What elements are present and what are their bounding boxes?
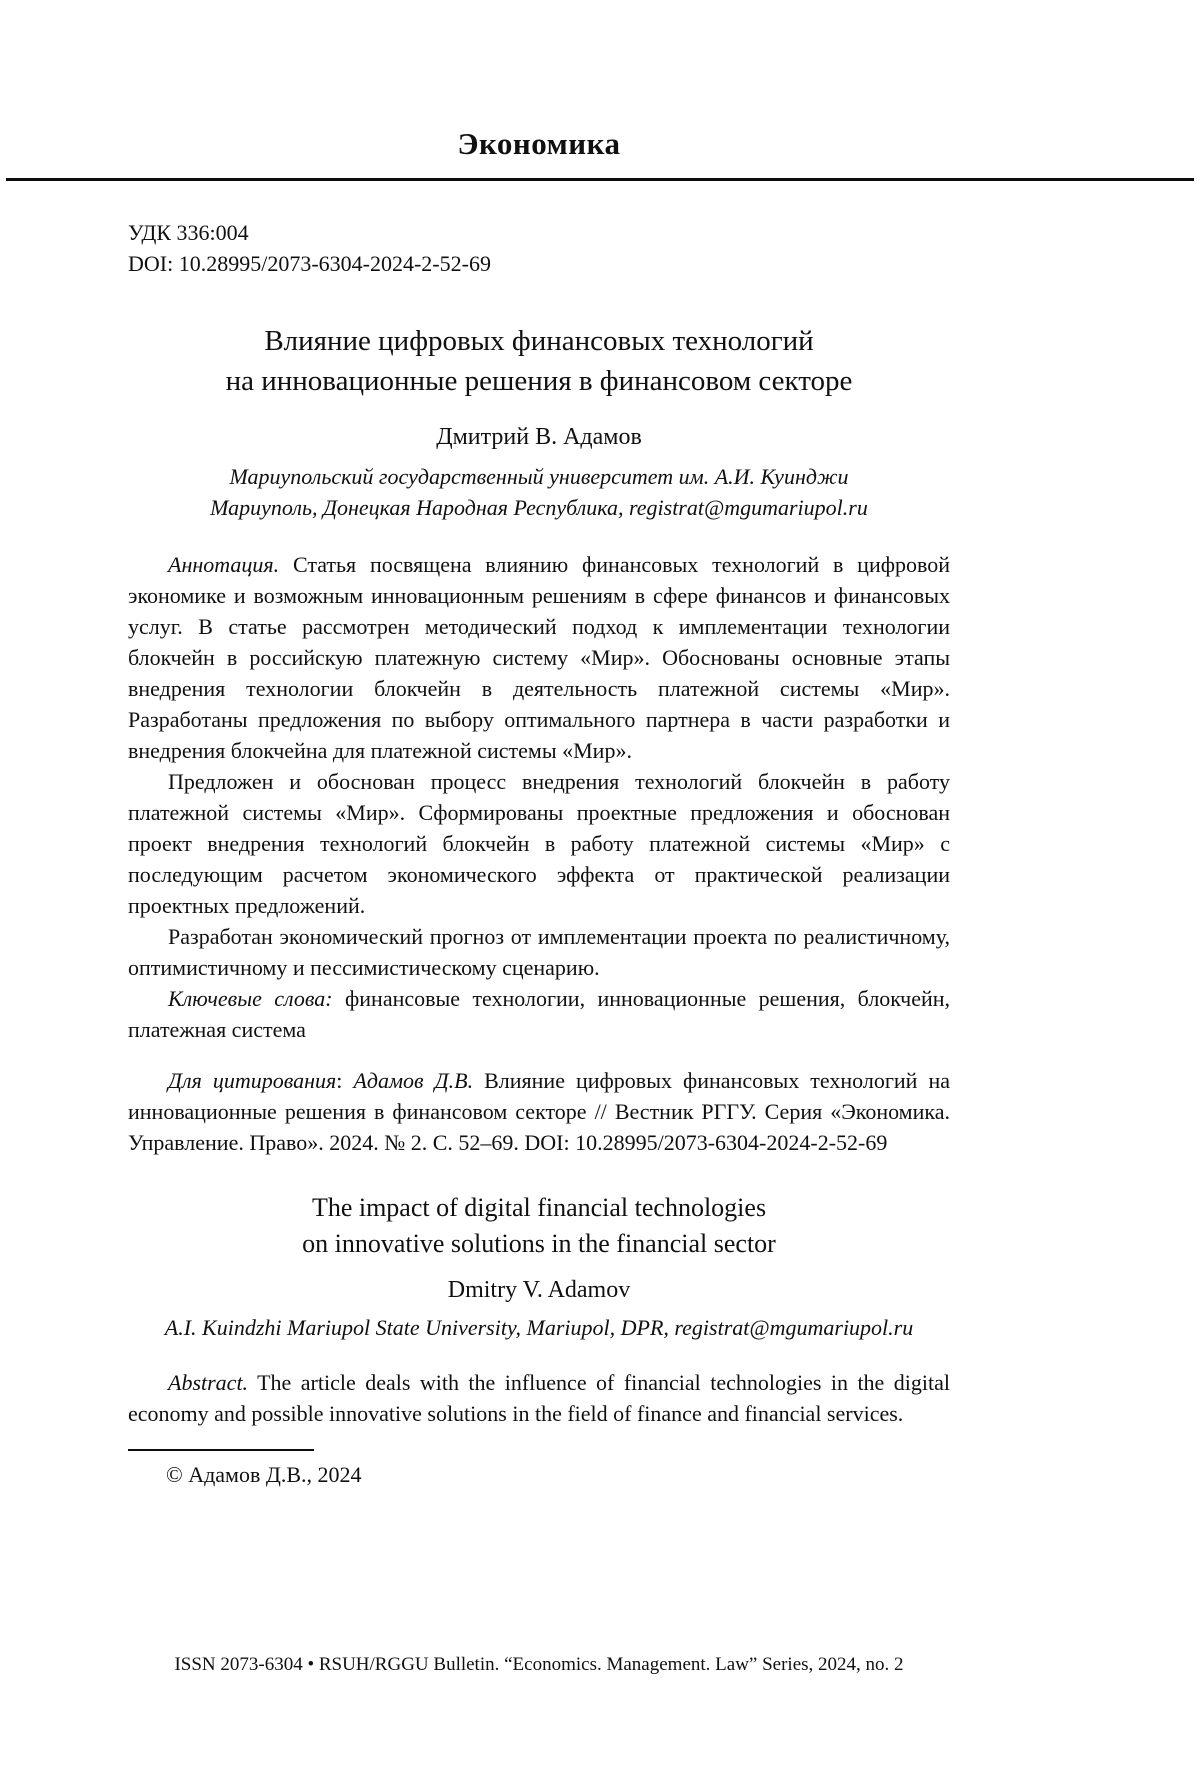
article-title-en <box>128 1190 950 1262</box>
journal-footer: ISSN 2073-6304 • RSUH/RGGU Bulletin. “Economics. Management. Law” Series, 2024, no. 2 <box>174 1654 904 1675</box>
citation-separator: : <box>336 1067 354 1093</box>
article-title-ru-line1: Влияние цифровых финансовых технологий <box>264 324 814 357</box>
abstract-ru-paragraph-2: Предложен и обоснован процесс внедрения технологий блокчейн в работу платежной системы «Мир». Сформированы проектные предложения и обоснован проект внедрения технологий блокчейн в работу платежной системы «Мир» с последующим расчетом экономического эффекта от практической реализации проектных предложений. <box>128 768 950 918</box>
article-first-page <box>128 217 950 1490</box>
abstract-ru-label: Аннотация. <box>168 551 280 577</box>
udc-number: УДК 336:004 <box>128 219 249 245</box>
article-title-en-line1: The impact of digital financial technologies <box>311 1192 767 1222</box>
author-name-en: Dmitry V. Adamov <box>447 1276 631 1303</box>
article-title-ru-line2: на инновационные решения в финансовом секторе <box>225 364 853 397</box>
running-head <box>128 126 950 162</box>
abstract-ru <box>128 549 950 1045</box>
article-meta <box>128 217 950 279</box>
citation <box>128 1065 950 1158</box>
abstract-ru-paragraph-1 <box>128 549 950 766</box>
citation-text: Влияние цифровых финансовых технологий на инновационные решения в финансовом секторе // Вестник РГГУ. Серия «Экономика. Управление. Право». 2024. № 2. С. 52–69. DOI: 10.28995/2073-6304-2024-2-52-69 <box>128 1067 951 1155</box>
abstract-ru-text-1: Статья посвящена влиянию финансовых технологий в цифровой экономике и возможным инновационным решениям в сфере финансов и финансовых услуг. В статье рассмотрен методический подход к имплементации технологии блокчейн в российскую платежную систему «Мир». Обоснованы основные этапы внедрения технологии блокчейн в деятельность платежной системы «Мир». Разработаны предложения по выбору оптимального партнера в части разработки и внедрения блокчейна для платежной системы «Мир». <box>128 551 950 763</box>
affiliation-ru-line1: Мариупольский государственный университет им. А.И. Куинджи <box>229 463 849 489</box>
copyright-separator-rule <box>128 1449 314 1451</box>
keywords-ru <box>128 983 950 1045</box>
header-rule <box>6 178 1194 181</box>
abstract-en <box>128 1367 950 1429</box>
abstract-ru-paragraph-3: Разработан экономический прогноз от имплементации проекта по реалистичному, оптимистичному и пессимистическому сценарию. <box>128 923 950 980</box>
article-title-en-line2: on innovative solutions in the financial sector <box>302 1228 776 1258</box>
author-name-ru: Дмитрий В. Адамов <box>436 423 642 450</box>
abstract-en-label: Abstract. <box>168 1369 249 1395</box>
article-title-ru <box>128 321 950 401</box>
affiliation-ru <box>128 461 950 523</box>
doi-number: DOI: 10.28995/2073-6304-2024-2-52-69 <box>128 250 491 276</box>
citation-author: Адамов Д.В. <box>353 1067 474 1093</box>
affiliation-en: A.I. Kuindzhi Mariupol State University, Mariupol, DPR, registrat@mgumariupol.ru <box>164 1314 914 1340</box>
section-title: Экономика <box>457 126 621 161</box>
citation-label: Для цитирования <box>168 1067 337 1093</box>
keywords-ru-label: Ключевые слова: <box>168 985 333 1011</box>
copyright-line: © Адамов Д.В., 2024 <box>166 1461 362 1487</box>
keywords-ru-text: финансовые технологии, инновационные решения, блокчейн, платежная система <box>128 985 951 1042</box>
affiliation-ru-line2: Мариуполь, Донецкая Народная Республика, registrat@mgumariupol.ru <box>210 494 868 520</box>
abstract-en-text: The article deals with the influence of financial technologies in the digital economy and possible innovative solutions in the field of finance and financial services. <box>128 1369 950 1426</box>
